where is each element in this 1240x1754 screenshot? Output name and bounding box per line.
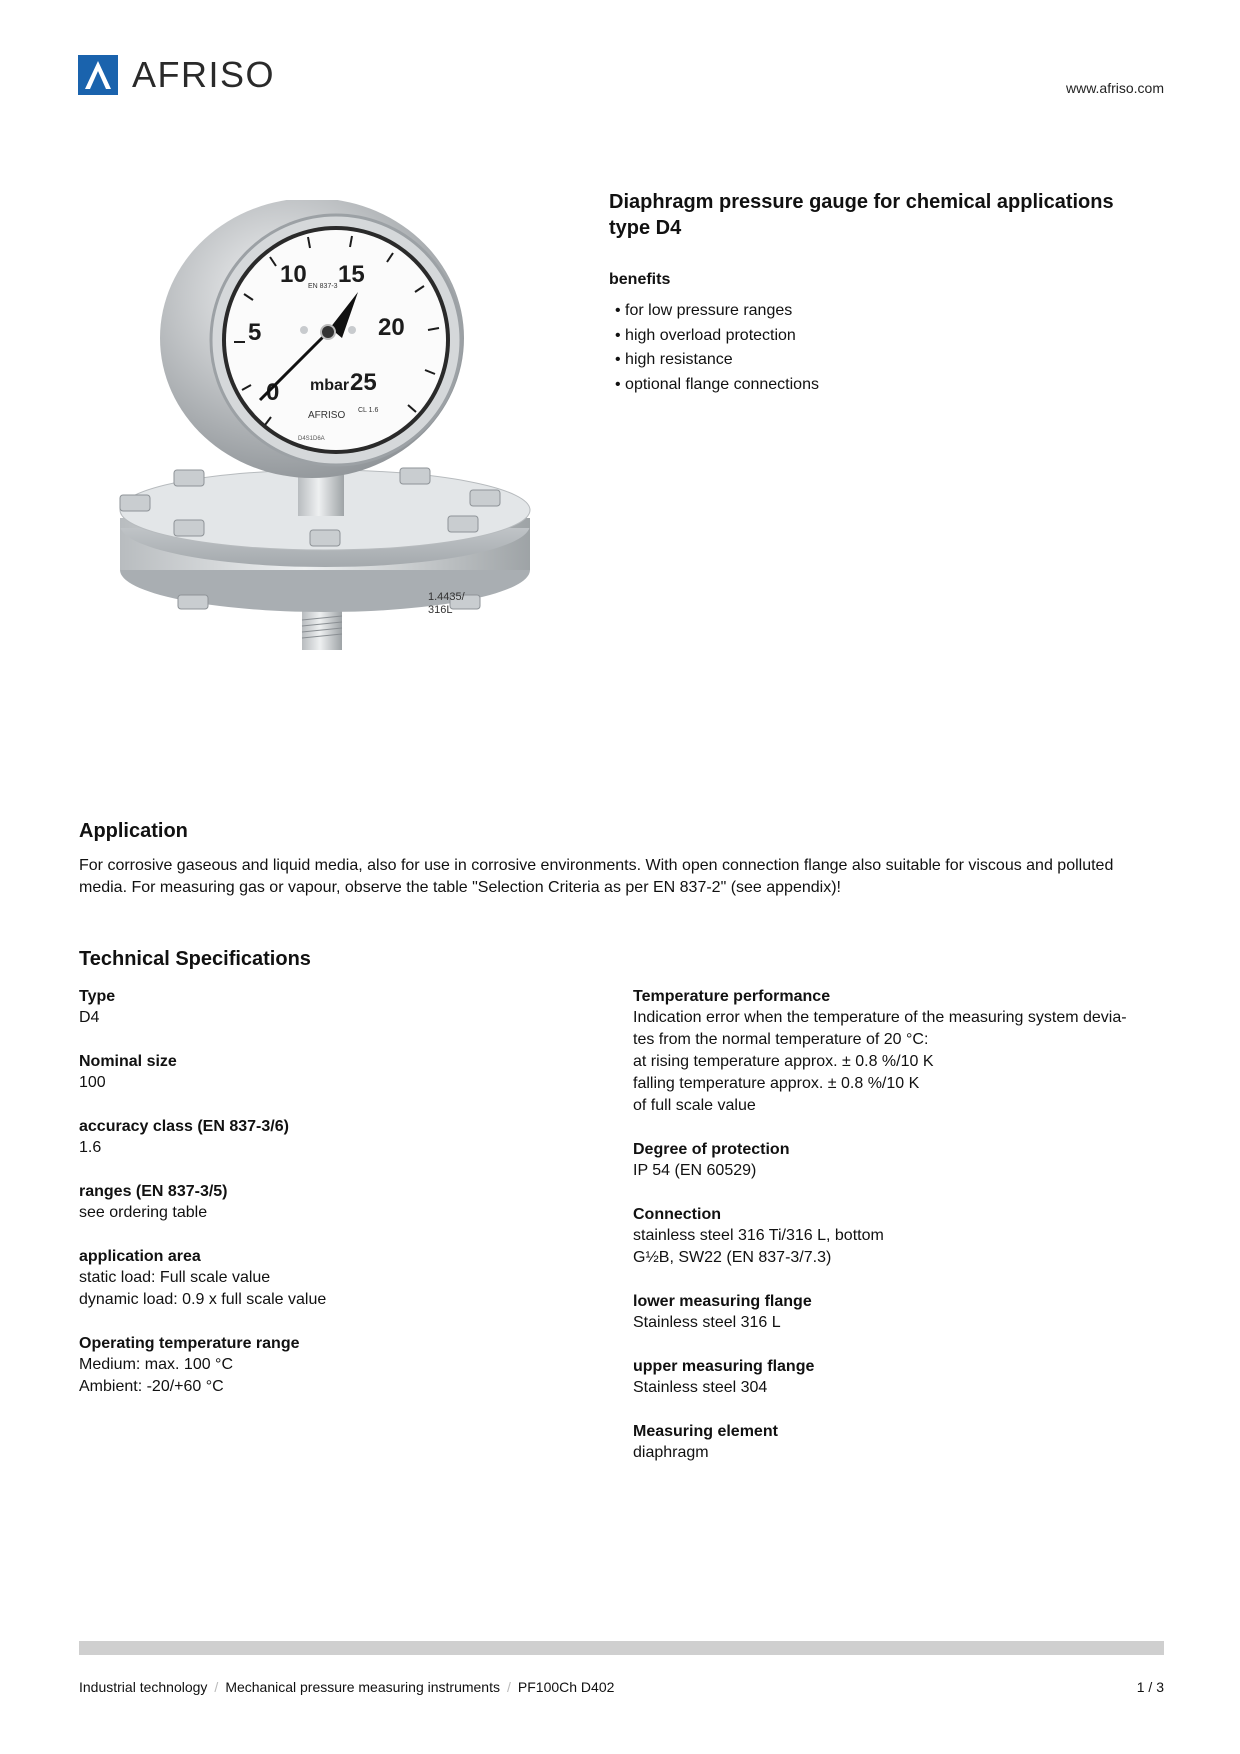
list-item: • optional flange connections — [609, 373, 1169, 398]
footer-divider — [79, 1641, 1164, 1655]
product-image — [90, 200, 570, 740]
spec-nominal-size: Nominal size 100 — [79, 1053, 177, 1091]
dial-accuracy: CL 1.6 — [358, 407, 379, 414]
spec-operating-temperature: Operating temperature range Medium: max. 100 °C Ambient: -20/+60 °C — [79, 1335, 300, 1395]
dial-label-0: 0 — [266, 379, 280, 406]
logo-triangle-icon — [78, 55, 118, 95]
spec-accuracy-class: accuracy class (EN 837-3/6) 1.6 — [79, 1118, 289, 1156]
list-item: • for low pressure ranges — [609, 299, 1169, 324]
product-intro — [609, 189, 1169, 397]
technical-specifications-section — [79, 948, 311, 971]
breadcrumb-item: PF100Ch D402 — [517, 1679, 615, 1695]
application-section — [79, 820, 1169, 898]
dial-label-25: 25 — [350, 369, 377, 396]
pressure-gauge-illustration — [90, 200, 570, 740]
breadcrumb-item: Industrial technology — [79, 1679, 208, 1695]
technical-specifications-heading: Technical Specifications — [79, 948, 311, 970]
website-url[interactable]: www.afriso.com — [1065, 80, 1164, 96]
spec-measuring-element: Measuring element diaphragm — [633, 1423, 778, 1461]
spec-type: Type D4 — [79, 988, 116, 1026]
spec-ranges: ranges (EN 837-3/5) see ordering table — [79, 1183, 228, 1221]
list-item: • high resistance — [609, 348, 1169, 373]
spec-connection: Connection stainless steel 316 Ti/316 L, bottom G½B, SW22 (EN 837-3/7.3) — [633, 1206, 884, 1266]
dial-label-10: 10 — [280, 261, 307, 288]
dial-serial: D4S1D6A — [298, 436, 325, 442]
dial-label-20: 20 — [378, 314, 405, 341]
dial-standard: EN 837-3 — [308, 283, 338, 290]
brand-name: AFRISO — [132, 54, 276, 95]
application-heading: Application — [79, 820, 188, 842]
flange-material-line2: 316L — [428, 604, 453, 616]
footer — [79, 1679, 1164, 1695]
spec-application-area: application area static load: Full scale value dynamic load: 0.9 x full scale value — [79, 1248, 327, 1308]
dial-brand: AFRISO — [308, 410, 346, 421]
benefits-heading: benefits — [609, 271, 671, 288]
flange-material-line1: 1.4435/ — [428, 591, 465, 603]
dial-label-5: 5 — [248, 319, 262, 346]
breadcrumb-separator: / — [507, 1679, 511, 1695]
dial-unit: mbar — [310, 377, 350, 394]
page-number: 1 / 3 — [1136, 1679, 1164, 1695]
product-title: Diaphragm pressure gauge for chemical applications type D4 — [609, 191, 1114, 239]
dial-label-15: 15 — [338, 261, 365, 288]
application-text: For corrosive gaseous and liquid media, also for use in corrosive environments. With open connection flange also suitable for viscous and polluted media. For measuring gas or vapour, observe the table "Selection Criteria as per EN 837-2" (see appendix)! — [79, 857, 1114, 896]
list-item: • high overload protection — [609, 324, 1169, 349]
brand-logo — [78, 54, 275, 96]
spec-upper-measuring-flange: upper measuring flange Stainless steel 304 — [633, 1358, 815, 1396]
breadcrumb-separator: / — [214, 1679, 219, 1695]
spec-degree-of-protection: Degree of protection IP 54 (EN 60529) — [633, 1141, 790, 1179]
benefits-list — [609, 299, 1169, 397]
spec-column-right — [633, 986, 1173, 1486]
spec-column-left — [79, 986, 599, 1420]
breadcrumb-item: Mechanical pressure measuring instruments — [225, 1679, 500, 1695]
spec-temperature-performance: Temperature performance Indication error when the temperature of the measuring system devia- tes from the normal temperature of 20 °C: at rising temperature approx. ± 0.8 %/10 K falling temperature approx. ± 0.8 %/10 K of full scale value — [633, 988, 1127, 1114]
spec-lower-measuring-flange: lower measuring flange Stainless steel 316 L — [633, 1293, 812, 1331]
